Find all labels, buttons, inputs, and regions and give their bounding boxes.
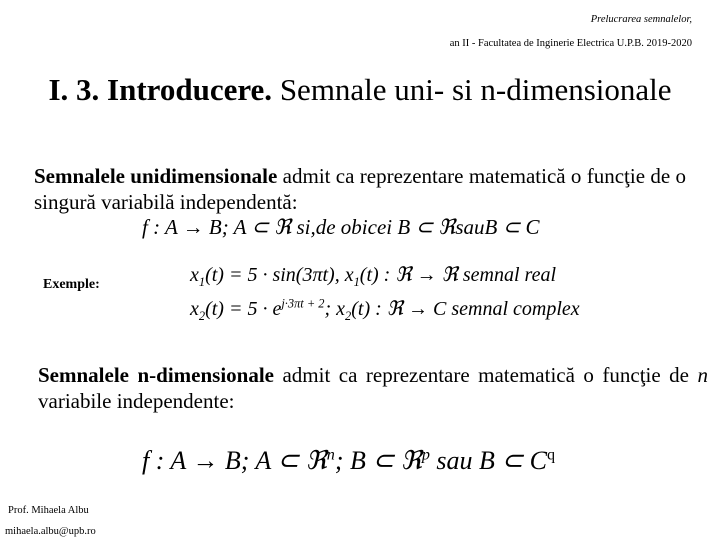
footer-email: mihaela.albu@upb.ro [5, 526, 96, 537]
x1-body: (t) = 5 · sin(3πt), x [205, 264, 354, 286]
paragraph-unidimensional [34, 163, 686, 215]
para2-bold: Semnalele n-dimensionale [38, 363, 274, 387]
x1-tail: (t) : ℜ → ℜ semnal real [359, 264, 557, 286]
nd-part-b: ; B ⊂ ℜ [334, 446, 422, 475]
slide-title [0, 72, 720, 108]
x2-subscript-2: 2 [345, 309, 352, 323]
nd-sup-q: q [547, 446, 556, 464]
formula-definition-nd [142, 446, 555, 476]
para1-rest: admit ca reprezentare matematică o funcţie de o singură variabilă independentă: [34, 164, 686, 214]
para1-bold: Semnalele unidimensionale [34, 164, 278, 188]
formula-definition-1d: f : A → B; A ⊂ ℜ si,de obicei B ⊂ ℜsauB ⊂ C [142, 215, 540, 239]
formula-complex-signal [190, 296, 580, 324]
nd-sup-p: p [421, 446, 430, 464]
x1-subscript: 1 [198, 275, 206, 289]
header-course: Prelucrarea semnalelor, [590, 14, 692, 25]
x2-symbol: x [190, 298, 199, 320]
x2-tail: (t) : ℜ → C semnal complex [351, 298, 580, 320]
x2-subscript: 2 [198, 309, 206, 323]
nd-part-c: sau B ⊂ C [429, 446, 548, 475]
para2-rest2: variabile independente: [38, 389, 235, 413]
para2-n: n [697, 363, 708, 387]
para2-rest1: admit ca reprezentare matematică o funcţie de [274, 363, 698, 387]
title-rest: Semnale uni- si n-dimensionale [272, 72, 672, 107]
examples-label: Exemple: [43, 277, 100, 292]
formula-real-signal [190, 262, 556, 290]
title-bold: I. 3. Introducere. [48, 72, 273, 107]
x2-exponent: j·3πt + 2 [281, 296, 325, 311]
nd-part-a: f : A → B; A ⊂ ℜ [142, 446, 327, 475]
nd-sup-n: n [326, 446, 335, 464]
header-faculty: an II - Facultatea de Inginerie Electrica U.P.B. 2019-2020 [449, 38, 692, 49]
x1-subscript-2: 1 [353, 275, 360, 289]
footer-author: Prof. Mihaela Albu [8, 505, 89, 516]
x1-symbol: x [190, 264, 199, 286]
x2-mid: ; x [324, 298, 346, 320]
x2-body: (t) = 5 · e [205, 298, 282, 320]
paragraph-ndimensional [38, 362, 708, 414]
